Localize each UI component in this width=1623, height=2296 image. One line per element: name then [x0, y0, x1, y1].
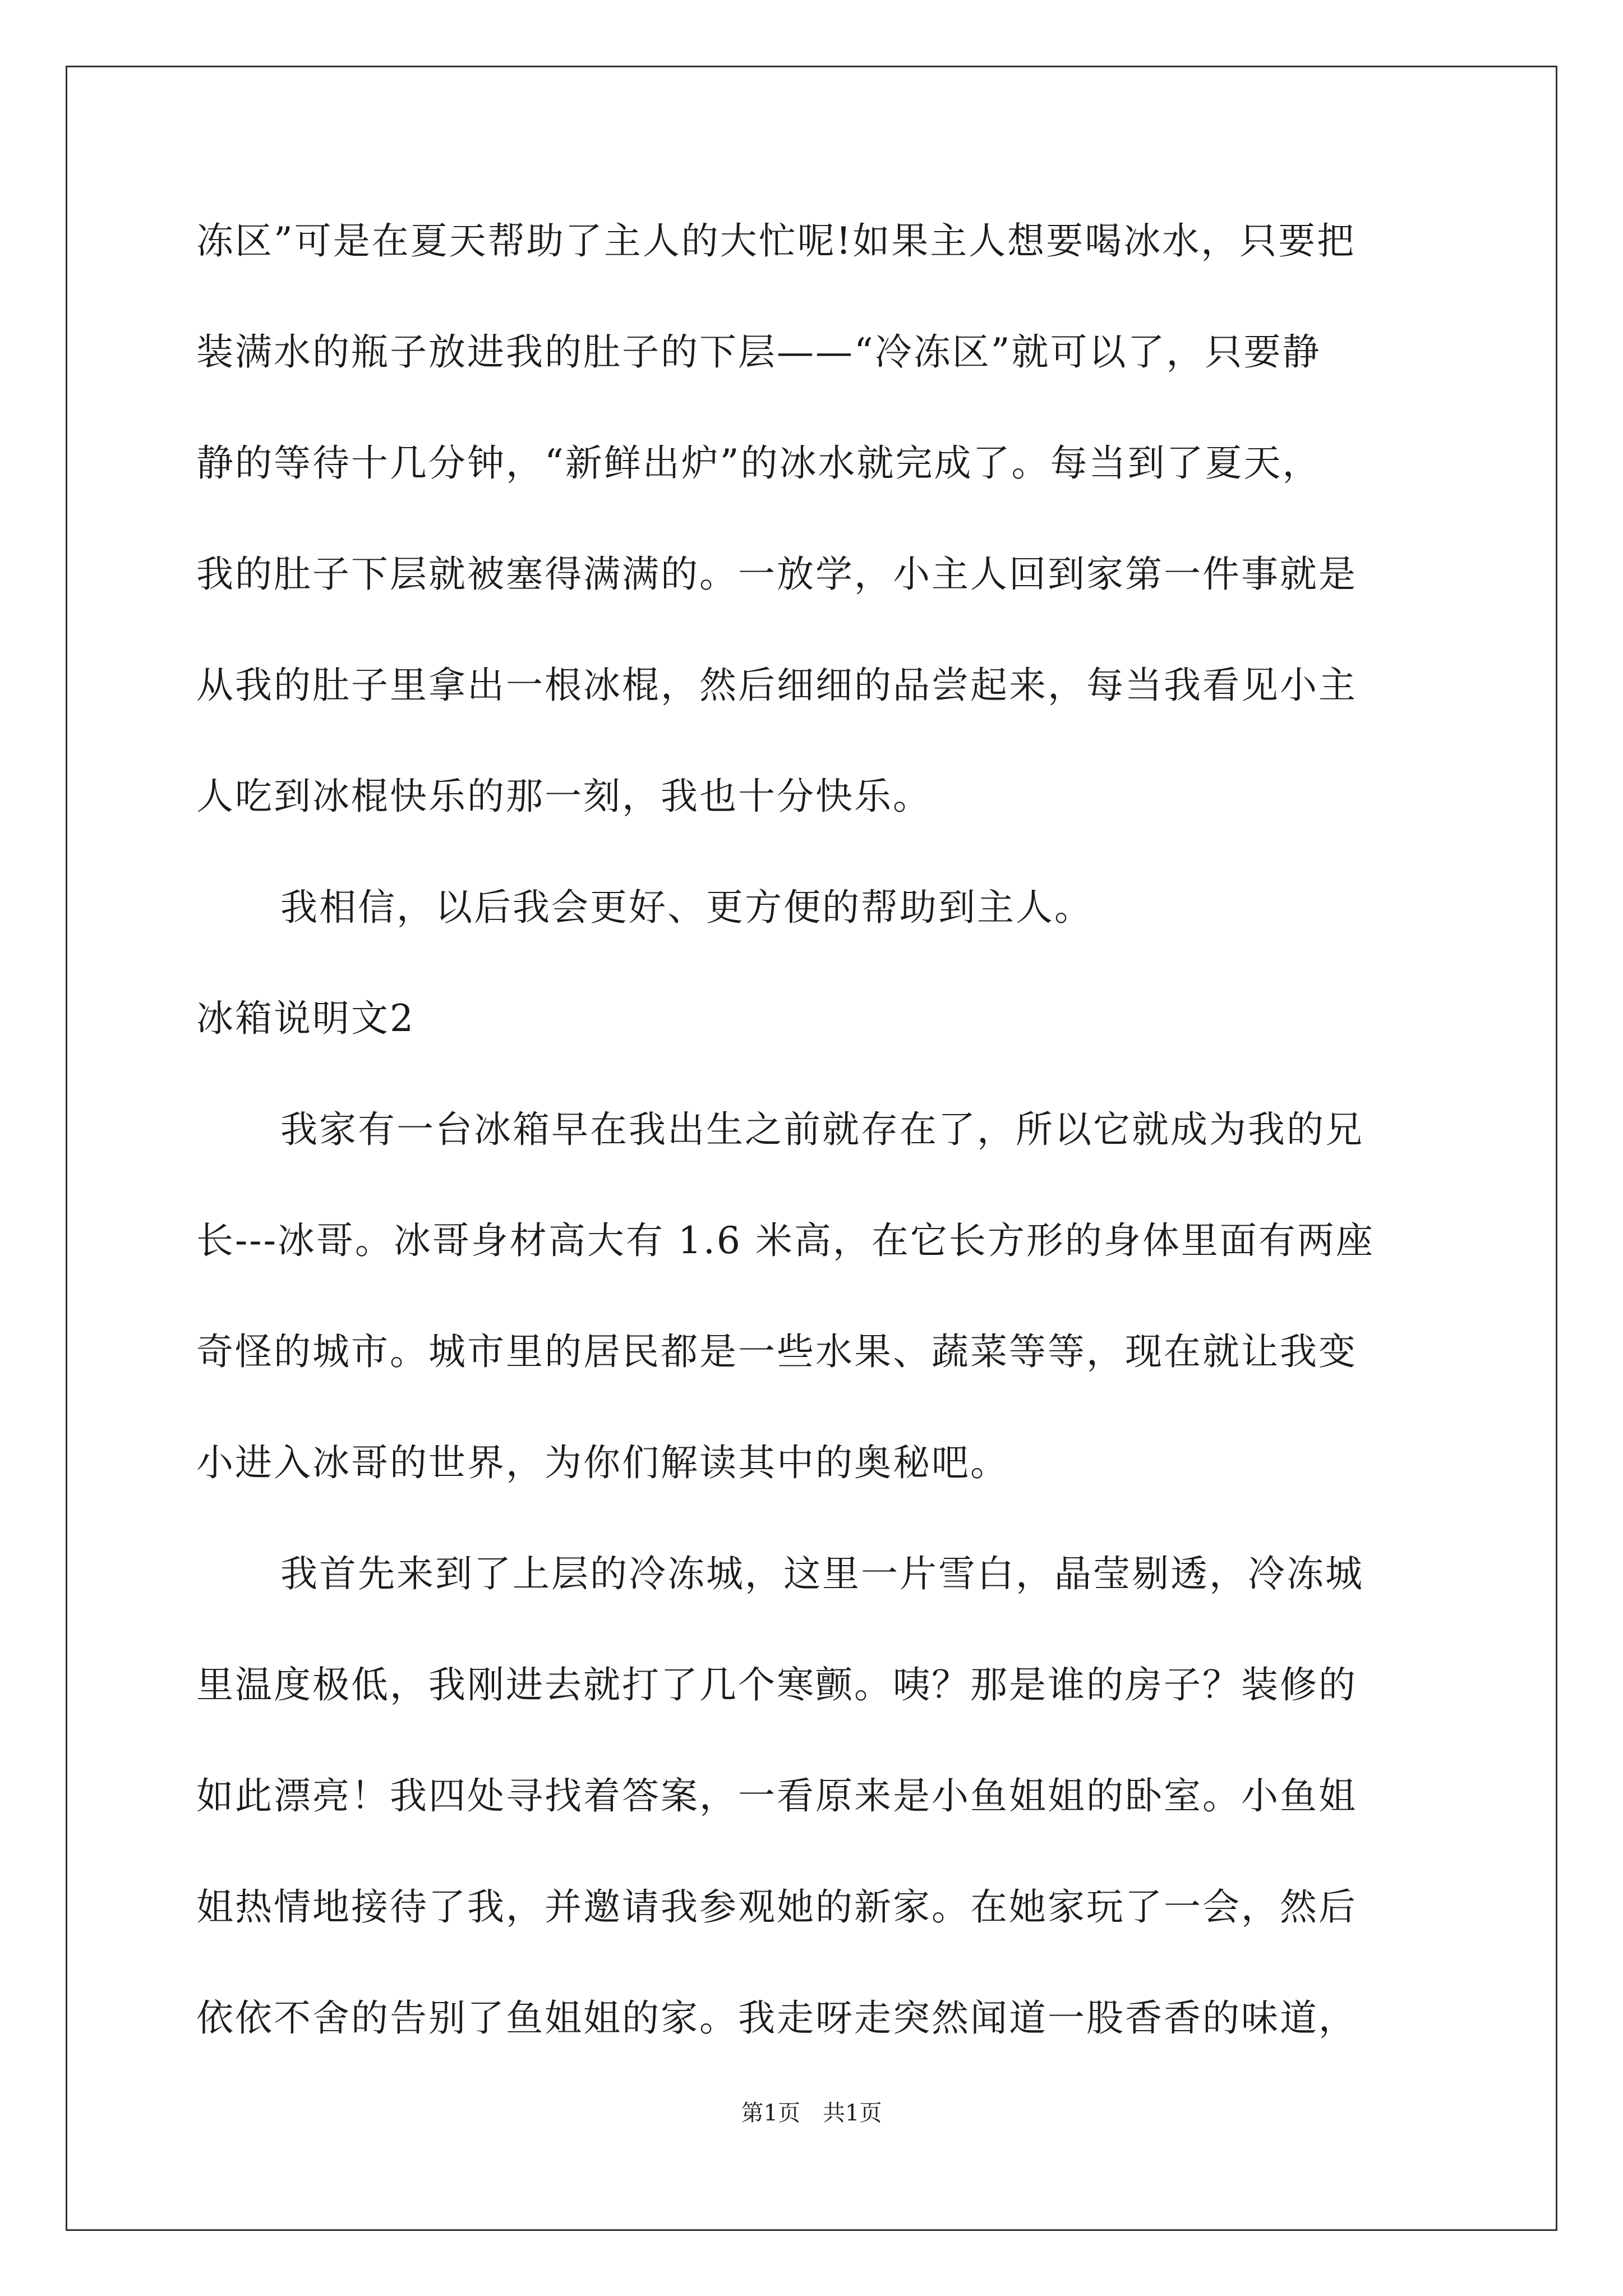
text-line: 冻区”可是在夏天帮助了主人的大忙呢!如果主人想要喝冰水，只要把: [196, 219, 1356, 263]
text-line: 里温度极低，我刚进去就打了几个寒颤。咦？那是谁的房子？装修的: [196, 1663, 1357, 1706]
paragraph-line: 我首先来到了上层的冷冻城，这里一片雪白，晶莹剔透，冷冻城: [280, 1552, 1364, 1595]
paragraph-line: 我家有一台冰箱早在我出生之前就存在了，所以它就成为我的兄: [280, 1108, 1364, 1151]
text-line: 我的肚子下层就被塞得满满的。一放学，小主人回到家第一件事就是: [196, 553, 1357, 596]
text-line: 依依不舍的告别了鱼姐姐的家。我走呀走突然闻道一股香香的味道，: [196, 1996, 1357, 2040]
text-line: 静的等待十几分钟，“新鲜出炉”的冰水就完成了。每当到了夏天，: [196, 441, 1321, 485]
paragraph-line: 我相信，以后我会更好、更方便的帮助到主人。: [280, 886, 1093, 929]
text-line: 长---冰哥。冰哥身材高大有 1.6 米高，在它长方形的身体里面有两座: [196, 1219, 1375, 1262]
text-line: 如此漂亮！我四处寻找着答案，一看原来是小鱼姐姐的卧室。小鱼姐: [196, 1774, 1357, 1818]
document-body: [196, 208, 1430, 2096]
text-line: 装满水的瓶子放进我的肚子的下层——“冷冻区”就可以了，只要静: [196, 330, 1321, 374]
page-footer: 第1页 共1页: [741, 2100, 882, 2126]
section-heading: 冰箱说明文2: [196, 997, 415, 1040]
text-line: 奇怪的城市。城市里的居民都是一些水果、蔬菜等等，现在就让我变: [196, 1330, 1357, 1373]
text-line: 小进入冰哥的世界，为你们解读其中的奥秘吧。: [196, 1441, 1009, 1484]
text-line: 姐热情地接待了我，并邀请我参观她的新家。在她家玩了一会，然后: [196, 1885, 1357, 1929]
text-line: 从我的肚子里拿出一根冰棍，然后细细的品尝起来，每当我看见小主: [196, 664, 1357, 707]
text-line: 人吃到冰棍快乐的那一刻，我也十分快乐。: [196, 775, 932, 818]
